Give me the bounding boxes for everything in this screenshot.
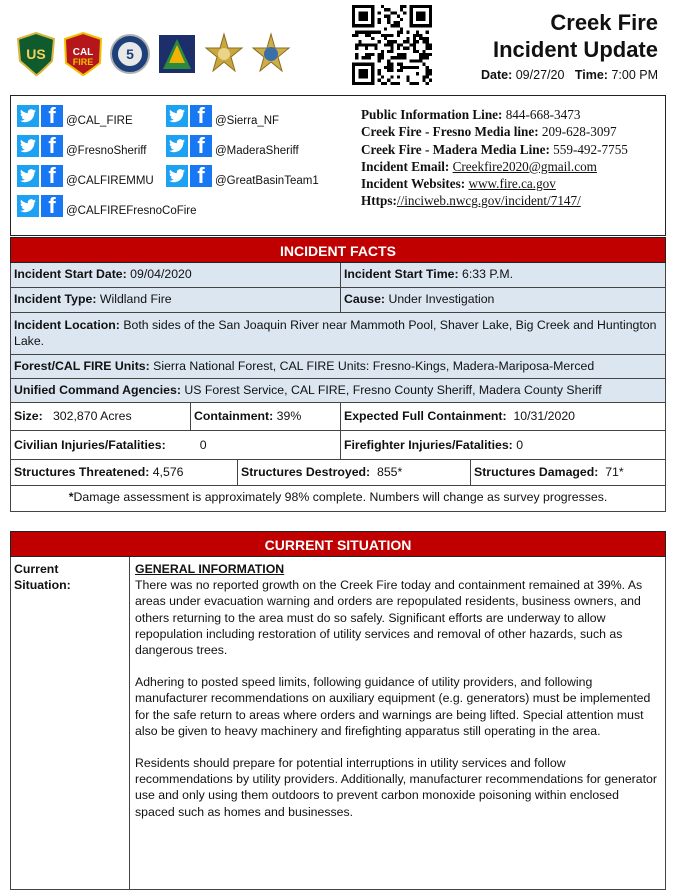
website-label: Incident Websites: xyxy=(361,176,466,192)
size-label: Size xyxy=(14,409,39,423)
twitter-icon[interactable] xyxy=(166,165,188,187)
table-row xyxy=(10,403,666,431)
social-handle[interactable]: @CAL_FIRE xyxy=(66,115,133,127)
firefighter-injuries-label: Firefighter Injuries/Fatalities: xyxy=(344,438,513,452)
full-containment-cell xyxy=(341,403,665,430)
incident-facts-table xyxy=(10,237,666,512)
facebook-icon[interactable]: f xyxy=(190,165,212,187)
inciweb-line xyxy=(361,192,628,209)
website-link[interactable]: www.fire.ca.gov xyxy=(468,176,556,192)
start-time-label: Incident Start Time: xyxy=(344,267,459,281)
social-row[interactable] xyxy=(166,132,319,160)
social-column-right xyxy=(166,102,319,192)
cal-fire-logo xyxy=(61,30,105,78)
containment-label: Containment: xyxy=(194,409,274,423)
facebook-icon[interactable]: f xyxy=(41,165,63,187)
table-row xyxy=(10,355,666,379)
table-row xyxy=(10,313,666,355)
note-star: * xyxy=(68,490,74,504)
fresno-media-line xyxy=(361,123,628,140)
madera-media-line xyxy=(361,141,628,158)
unified-command-value: US Forest Service, CAL FIRE, Fresno County Sheriff, Madera County Sheriff xyxy=(184,383,602,397)
facebook-icon[interactable]: f xyxy=(41,195,63,217)
table-row xyxy=(10,288,666,313)
social-row[interactable] xyxy=(17,192,197,220)
website-line xyxy=(361,175,628,192)
time-value: 7:00 PM xyxy=(611,68,658,82)
social-handle[interactable]: @MaderaSheriff xyxy=(215,145,299,157)
madera-media-label: Creek Fire - Madera Media Line: xyxy=(361,141,550,157)
location-cell xyxy=(11,313,665,354)
situation-paragraph-3: Residents should prepare for potential interruptions in utility services and follow recommendations by utility providers. Additionally, manufacturer recommendations for generator use and only using them outdoors to prevent carbon monoxide poisoning within enclosed spaced such as homes and businesses. xyxy=(135,756,657,819)
current-situation-text xyxy=(130,557,665,889)
table-row xyxy=(10,431,666,460)
table-row xyxy=(10,460,666,486)
table-row xyxy=(10,263,666,288)
structures-damaged-cell xyxy=(471,460,665,485)
svg-text:FIRE: FIRE xyxy=(72,57,94,67)
structures-damaged-label: Structures Damaged: xyxy=(474,465,599,479)
current-situation-heading: CURRENT SITUATION xyxy=(10,531,666,557)
facebook-icon[interactable]: f xyxy=(190,135,212,157)
firefighter-injuries-value: 0 xyxy=(516,438,524,452)
svg-text:5: 5 xyxy=(126,46,134,62)
twitter-icon[interactable] xyxy=(17,165,39,187)
fresno-sheriff-star-logo xyxy=(202,30,246,78)
size-value: 302,870 Acres xyxy=(52,409,132,423)
title-block xyxy=(481,9,658,82)
units-value: Sierra National Forest, CAL FIRE Units: Fresno-Kings, Madera-Mariposa-Merced xyxy=(153,359,595,373)
agency-emblem-logo xyxy=(155,30,199,78)
contact-box xyxy=(10,95,666,236)
cause-label: Cause: xyxy=(344,292,386,306)
date-value: 09/27/20 xyxy=(515,68,565,82)
structures-damaged-value: 71* xyxy=(605,465,624,479)
twitter-icon[interactable] xyxy=(166,105,188,127)
cause-cell xyxy=(341,288,665,312)
cause-value: Under Investigation xyxy=(388,292,495,306)
social-handle[interactable]: @CALFIREMMU xyxy=(66,175,154,187)
time-label: Time: xyxy=(574,68,608,82)
firefighter-injuries-cell xyxy=(341,431,665,459)
damage-assessment-note xyxy=(11,486,665,511)
fresno-media-phone[interactable]: 209-628-3097 xyxy=(541,124,617,140)
social-handle[interactable]: @CALFIREFresnoCoFire xyxy=(66,205,197,217)
page-header xyxy=(0,0,680,92)
incident-type-cell xyxy=(11,288,341,312)
inciweb-label: Https: xyxy=(361,193,397,209)
pio-line xyxy=(361,106,628,123)
unified-command-label: Unified Command Agencies: xyxy=(14,383,181,397)
current-situation-table xyxy=(10,531,666,890)
pio-label: Public Information Line: xyxy=(361,107,503,122)
incident-type-label: Incident Type: xyxy=(14,292,97,306)
start-date-cell xyxy=(11,263,341,287)
us-forest-service-logo xyxy=(14,30,58,78)
qr-code[interactable] xyxy=(352,5,432,85)
social-row[interactable] xyxy=(166,102,319,130)
social-handle[interactable]: @Sierra_NF xyxy=(215,115,280,127)
situation-paragraph-2: Adhering to posted speed limits, following guidance of utility providers, and following manufacturer recommendations on auxiliary equipment (e.g. generators) must be implemented for the safe return to areas where orders and warnings are being lifted. Special attention must also be given to heavy machinery and firefighting apparatus still operating in the area. xyxy=(135,675,651,738)
current-label-line2: Situation: xyxy=(14,578,71,592)
fresno-media-label: Creek Fire - Fresno Media line: xyxy=(361,124,539,140)
table-row xyxy=(10,486,666,512)
structures-threatened-label: Structures Threatened: xyxy=(14,465,150,479)
report-title-line2: Incident Update xyxy=(492,37,658,62)
containment-cell xyxy=(191,403,341,430)
twitter-icon[interactable] xyxy=(17,105,39,127)
date-label: Date: xyxy=(480,68,513,82)
pio-phone[interactable]: 844-668-3473 xyxy=(505,107,581,122)
full-containment-value: 10/31/2020 xyxy=(513,409,575,423)
facebook-icon[interactable]: f xyxy=(41,105,63,127)
svg-text:CAL: CAL xyxy=(72,47,94,58)
agency-seal-logo xyxy=(108,30,152,78)
social-handle[interactable]: @FresnoSheriff xyxy=(66,145,147,157)
note-text: Damage assessment is approximately 98% complete. Numbers will change as survey progresses. xyxy=(73,490,608,504)
madera-sheriff-star-logo xyxy=(249,30,293,78)
email-link[interactable]: Creekfire2020@gmail.com xyxy=(452,158,597,174)
report-title-line1: Creek Fire xyxy=(550,10,658,35)
structures-destroyed-value: 855* xyxy=(377,465,403,479)
contact-info xyxy=(361,106,628,210)
full-containment-label: Expected Full Containment: xyxy=(344,409,507,423)
svg-text:US: US xyxy=(26,46,46,62)
civilian-injuries-value: 0 xyxy=(199,438,207,452)
facebook-icon[interactable]: f xyxy=(41,135,63,157)
structures-destroyed-label: Structures Destroyed: xyxy=(241,465,371,479)
units-label: Forest/CAL FIRE Units: xyxy=(14,359,150,373)
social-handle[interactable]: @GreatBasinTeam1 xyxy=(215,175,319,187)
civilian-injuries-cell xyxy=(11,431,341,459)
incident-facts-heading: INCIDENT FACTS xyxy=(10,237,666,263)
social-row[interactable] xyxy=(166,162,319,190)
start-date-label: Incident Start Date: xyxy=(14,267,127,281)
incident-type-value: Wildland Fire xyxy=(99,292,172,306)
email-label: Incident Email: xyxy=(361,158,450,174)
facebook-icon[interactable]: f xyxy=(190,105,212,127)
start-time-value: 6:33 P.M. xyxy=(462,267,514,281)
table-row xyxy=(10,379,666,403)
twitter-icon[interactable] xyxy=(17,195,39,217)
structures-threatened-cell xyxy=(11,460,238,485)
units-cell xyxy=(11,355,665,378)
current-label-line1: Current xyxy=(14,562,59,576)
twitter-icon[interactable] xyxy=(17,135,39,157)
civilian-injuries-label: Civilian Injuries/Fatalities: xyxy=(14,438,166,452)
structures-threatened-value: 4,576 xyxy=(152,465,184,479)
report-datetime xyxy=(481,68,658,82)
inciweb-link[interactable]: //inciweb.nwcg.gov/incident/7147/ xyxy=(396,193,581,209)
general-information-heading: GENERAL INFORMATION xyxy=(135,562,285,576)
twitter-icon[interactable] xyxy=(166,135,188,157)
agency-logos xyxy=(14,30,293,78)
current-situation-body xyxy=(10,557,666,890)
location-label: Incident Location: xyxy=(14,318,120,332)
structures-destroyed-cell xyxy=(238,460,471,485)
start-time-cell xyxy=(341,263,665,287)
unified-command-cell xyxy=(11,379,665,402)
situation-paragraph-1: There was no reported growth on the Creek Fire today and containment remained at 39%. As areas under evacuation warning and orders are repopulated residents, business owners, and others returning to the area must do so safely. Significant efforts are underway to allow repopulation including restoration of utility services and removal of other hazards, such as dangerous trees. xyxy=(135,578,643,658)
location-value: Both sides of the San Joaquin River near Mammoth Pool, Shaver Lake, Big Creek and Huntington Lake. xyxy=(14,318,657,348)
madera-media-phone[interactable]: 559-492-7755 xyxy=(553,141,628,157)
containment-value: 39% xyxy=(276,409,302,423)
size-cell: Size: 302,870 Acres xyxy=(11,403,191,430)
email-line xyxy=(361,158,628,175)
current-situation-label xyxy=(11,557,130,889)
start-date-value: 09/04/2020 xyxy=(130,267,192,281)
